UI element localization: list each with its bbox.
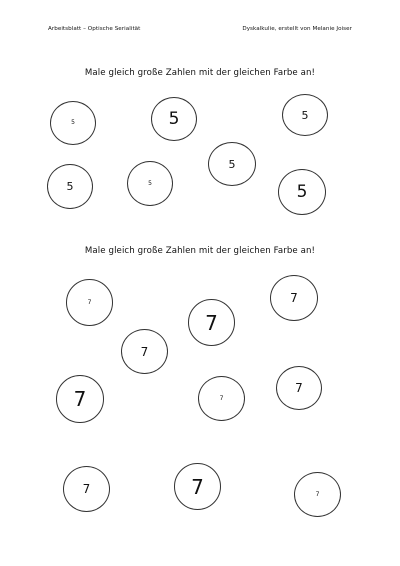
instruction-section-2: Male gleich große Zahlen mit der gleichen Farbe an!: [84, 246, 316, 256]
circle-digit: 7: [191, 474, 204, 499]
circle-digit: 5: [71, 119, 75, 126]
number-circle[interactable]: [208, 142, 256, 186]
number-circle[interactable]: [63, 466, 110, 512]
circle-digit: 5: [148, 179, 152, 187]
circle-digit: 5: [301, 108, 309, 122]
circle-digit: 7: [290, 291, 298, 305]
number-circle[interactable]: [282, 94, 328, 136]
circle-digit: 5: [296, 181, 308, 202]
circle-digit: 7: [87, 298, 92, 306]
number-circle[interactable]: [56, 375, 104, 423]
number-circle[interactable]: [127, 161, 173, 206]
circle-digit: 7: [295, 381, 303, 395]
circle-digit: 7: [82, 482, 91, 496]
number-circle[interactable]: [188, 299, 235, 346]
circle-digit: 7: [315, 490, 320, 498]
circle-digit: 5: [168, 108, 180, 129]
number-circle[interactable]: [66, 279, 113, 326]
circle-digit: 7: [140, 344, 149, 359]
number-circle[interactable]: [174, 463, 221, 510]
number-circle[interactable]: [276, 366, 322, 410]
circle-digit: 5: [66, 180, 74, 193]
number-circle[interactable]: [294, 472, 341, 517]
instruction-section-1: Male gleich große Zahlen mit der gleichen Farbe an!: [84, 68, 316, 78]
circle-digit: 7: [73, 387, 87, 411]
circle-digit: 5: [228, 157, 236, 171]
number-circle[interactable]: [151, 97, 197, 141]
number-circle[interactable]: [270, 275, 318, 321]
header-left-title: Arbeitsblatt – Optische Serialität: [48, 26, 141, 32]
number-circle[interactable]: [50, 101, 96, 145]
header-right-author: Dyskalkulie, erstellt von Melanie Joiser: [242, 26, 352, 32]
number-circle[interactable]: [121, 329, 168, 374]
number-circle[interactable]: [47, 164, 93, 209]
number-circle[interactable]: [278, 169, 326, 215]
number-circle[interactable]: [198, 376, 245, 421]
circle-digit: 7: [205, 310, 218, 335]
circle-digit: 7: [219, 394, 224, 402]
